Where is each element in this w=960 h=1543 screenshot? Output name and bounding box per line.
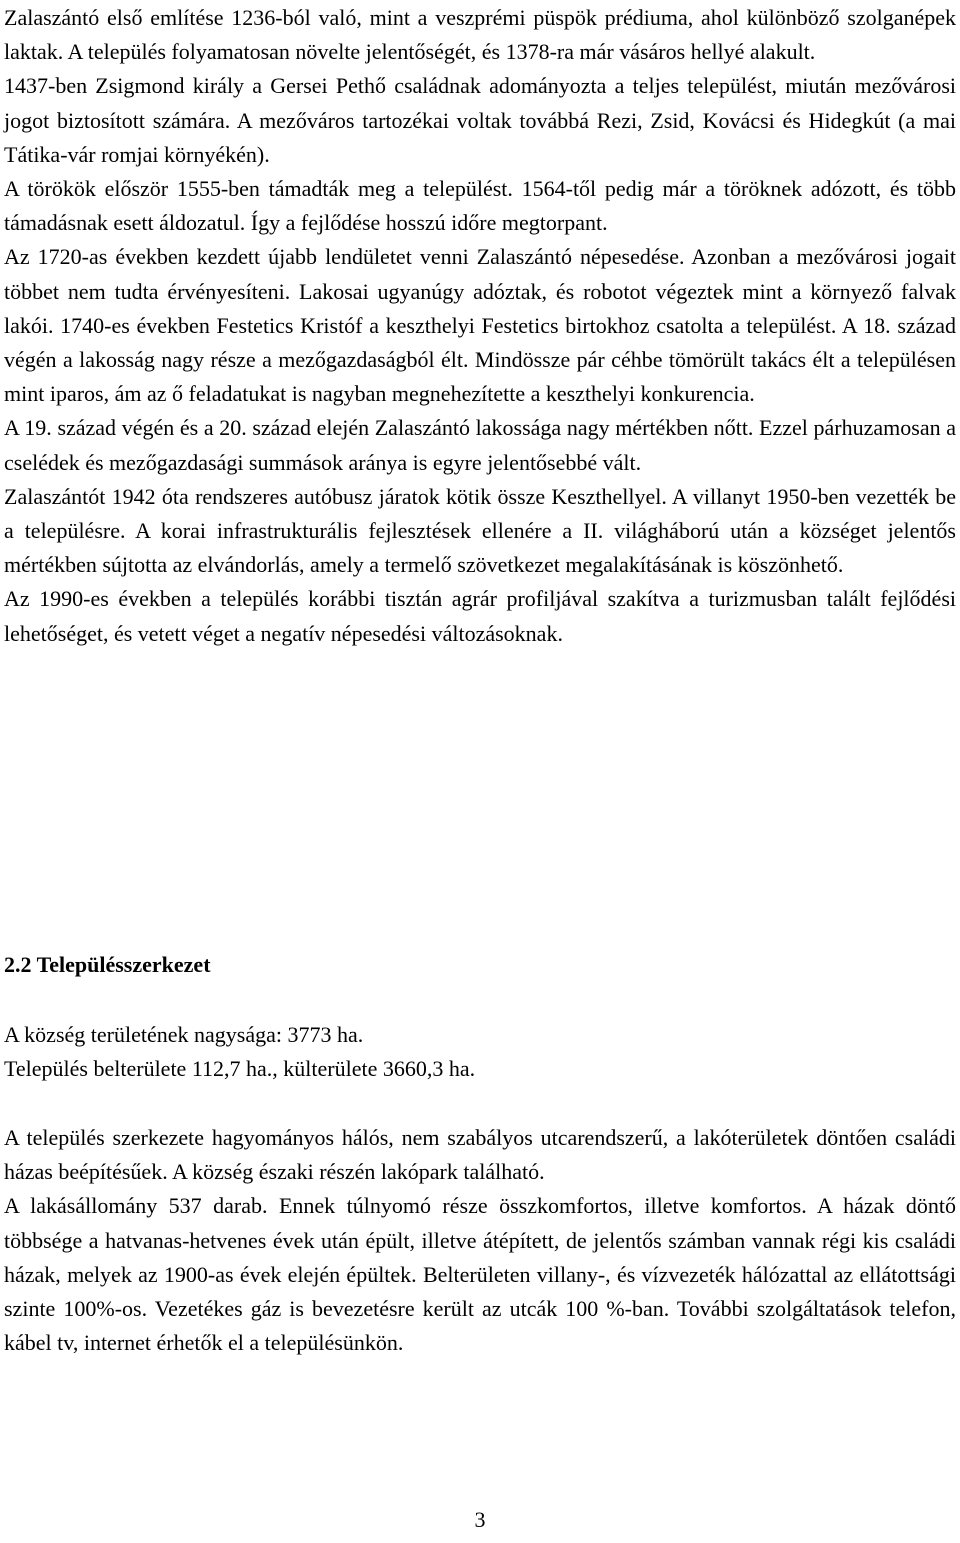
structure-paragraph-1: A település szerkezete hagyományos hálós, nem szabályos utcarendszerű, a lakóterületek döntően családi házas beépítésűek. A község északi részén lakópark található. (4, 1125, 956, 1185)
structure-section (4, 1121, 956, 1360)
structure-paragraph-2: A lakásállomány 537 darab. Ennek túlnyomó része összkomfortos, illetve komfortos. A házak döntő többsége a hatvanas-hetvenes évek után épült, illetve átépített, de jelentős számban vannak régi kis családi házak, melyek az 1900-as évek elején épültek. Belterületen villany-, és vízvezeték hálózattal az ellátottsági szinte 100%-os. Vezetékes gáz is bevezetésre került az utcák 100 %-ban. További szolgáltatások telefon, kábel tv, internet érhetők el a településünkön. (4, 1193, 956, 1356)
page-number: 3 (474, 1507, 486, 1532)
history-paragraph-2: 1437-ben Zsigmond király a Gersei Pethő családnak adományozta a teljes települést, miután mezővárosi jogot biztosított számára. A mezőváros tartozékai voltak továbbá Rezi, Zsid, Kovácsi és Hidegkút (a mai Tátika-vár romjai környékén). (4, 73, 956, 167)
area-line-1: A község területének nagysága: 3773 ha. (4, 1022, 364, 1047)
history-paragraph-3: A törökök először 1555-ben támadták meg a települést. 1564-től pedig már a töröknek adózott, és több támadásnak esett áldozatul. Így a fejlődése hosszú időre megtorpant. (4, 176, 956, 236)
history-paragraph-7: Az 1990-es években a település korábbi tisztán agrár profiljával szakítva a turizmusban talált fejlődési lehetőséget, és vetett véget a negatív népesedési változásoknak. (4, 586, 956, 646)
history-paragraph-1: Zalaszántó első említése 1236-ból való, mint a veszprémi püspök prédiuma, ahol különböző szolganépek laktak. A település folyamatosan növelte jelentőségét, és 1378-ra már vásáros hellyé alakult. (4, 5, 956, 65)
history-section (4, 1, 956, 651)
history-paragraph-5: A 19. század végén és a 20. század elején Zalaszántó lakossága nagy mértékben nőtt. Ezzel párhuzamosan a cselédek és mezőgazdasági summások aránya is egyre jelentősebbé vált. (4, 415, 956, 475)
area-section (4, 1018, 956, 1086)
area-line-2: Település belterülete 112,7 ha., külterülete 3660,3 ha. (4, 1056, 476, 1082)
section-heading: 2.2 Településszerkezet (4, 952, 211, 977)
history-paragraph-6: Zalaszántót 1942 óta rendszeres autóbusz járatok kötik össze Keszthellyel. A villanyt 1950-ben vezették be a településre. A korai infrastrukturális fejlesztések ellenére a II. világháború után a községet jelentős mértékben sújtotta az elvándorlás, amely a termelő szövetkezet megalakításának is köszönhető. (4, 483, 956, 578)
history-paragraph-4: Az 1720-as években kezdett újabb lendületet venni Zalaszántó népesedése. Azonban a mezővárosi jogait többet nem tudta érvényesíteni. Lakosai ugyanúgy adóztak, és robotot végeztek mint a környező falvak lakói. 1740-es években Festetics Kristóf a keszthelyi Festetics birtokhoz csatolta a települést. A 18. század végén a lakosság nagy része a mezőgazdaságból élt. Mindössze pár céhbe tömörült takács élt a településen mint iparos, ám az ő feladatukat is nagyban megnehezítette a keszthelyi konkurencia. (4, 244, 956, 407)
